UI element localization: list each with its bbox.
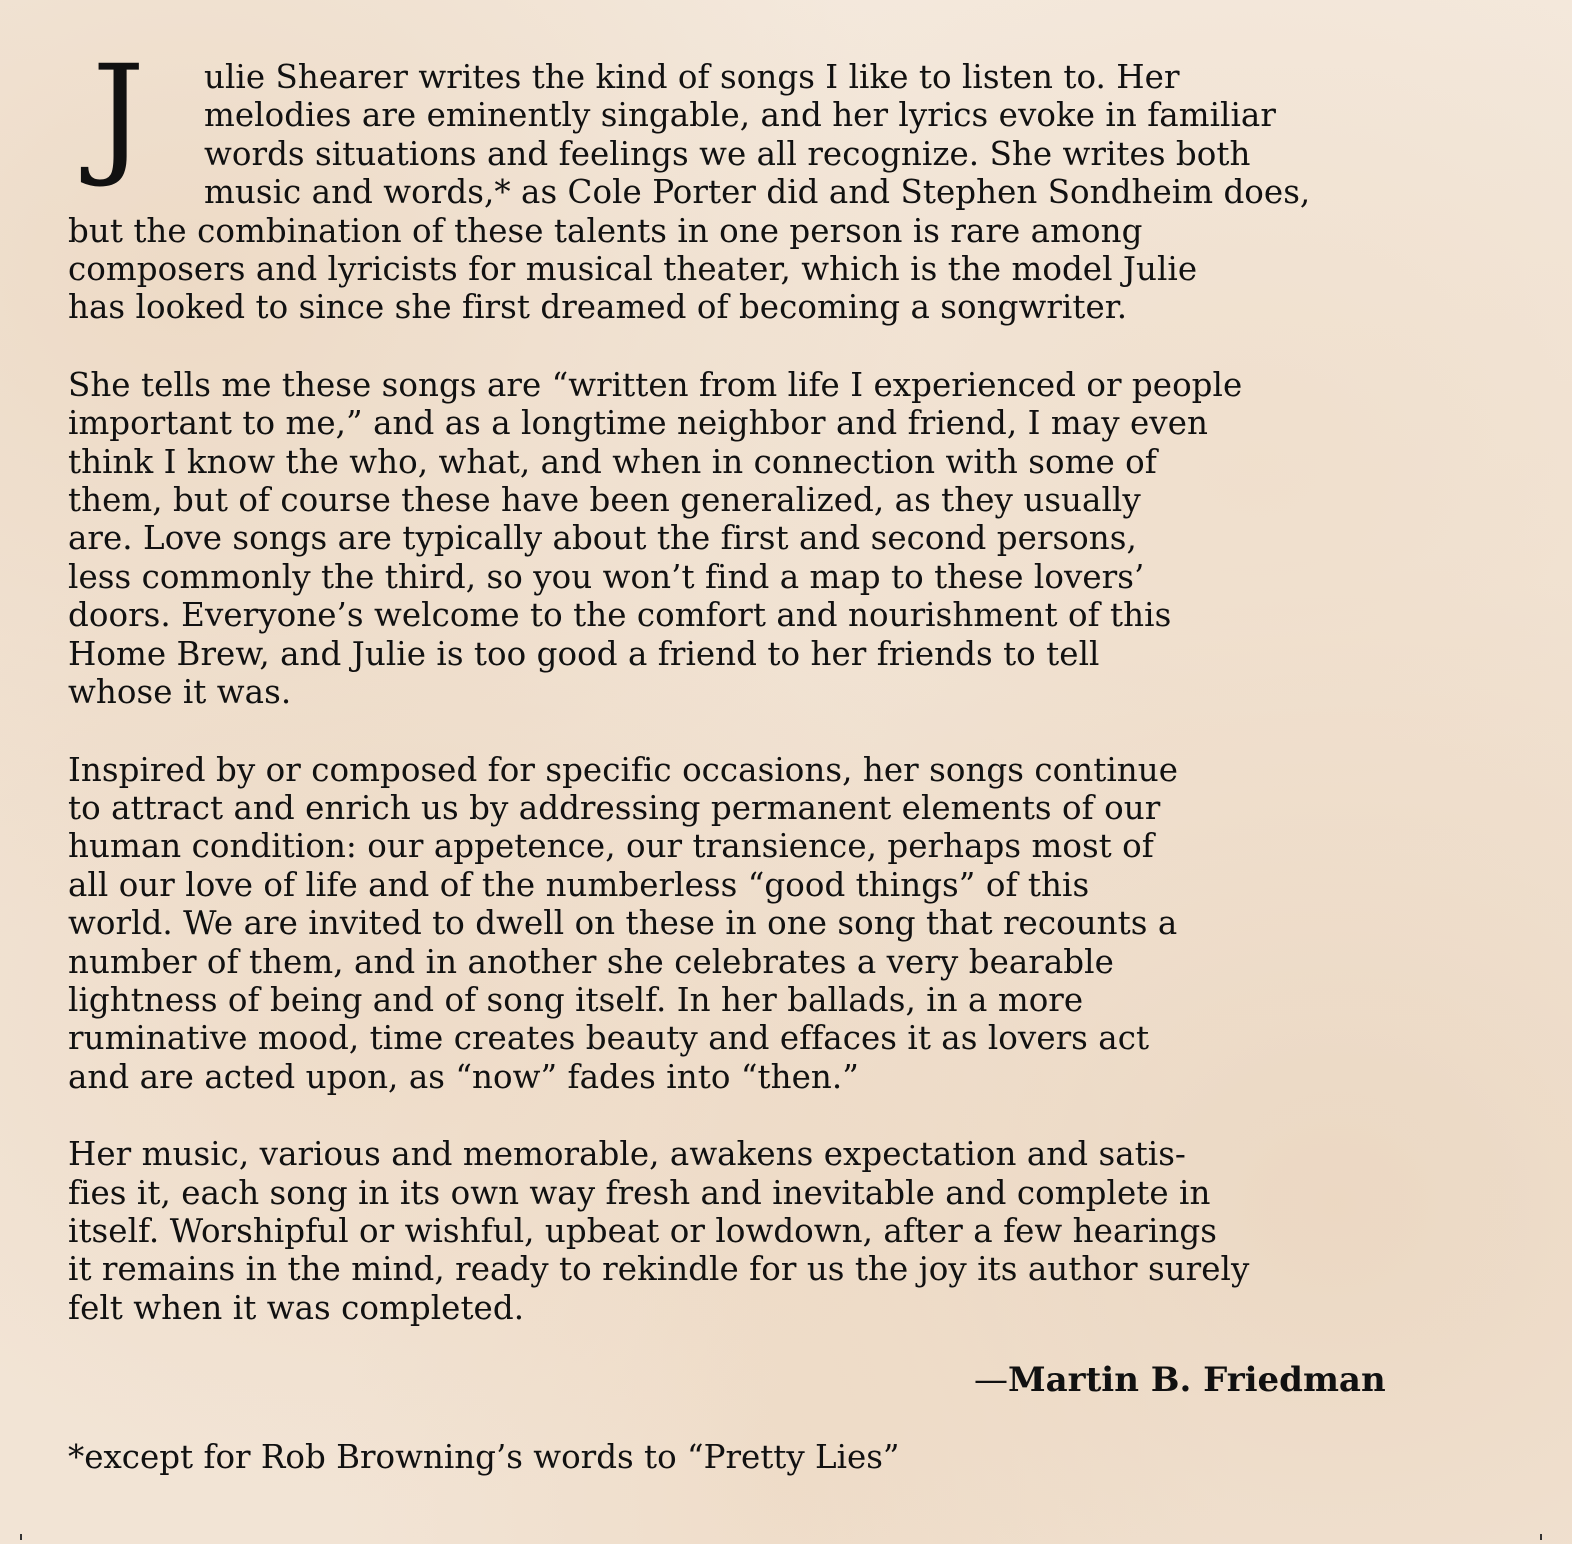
drop-cap: J <box>92 37 145 191</box>
crop-mark-right <box>1540 1534 1542 1540</box>
text-line: world. We are invited to dwell on these in one song that recounts a <box>68 904 1178 943</box>
text-line: Inspired by or composed for specific occasions, her songs continue <box>68 750 1179 789</box>
text-line: and are acted upon, as “now” fades into “then.” <box>68 1057 859 1096</box>
footnote: *except for Rob Browning’s words to “Pretty Lies” <box>68 1438 900 1476</box>
paragraph-2 <box>68 366 1508 712</box>
text-line: them, but of course these have been generalized, as they usually <box>68 481 1141 520</box>
text-line: lightness of being and of song itself. In her ballads, in a more <box>68 980 1084 1019</box>
signature-name: Martin B. Friedman <box>1008 1360 1386 1400</box>
text-line: human condition: our appetence, our transience, perhaps most of <box>68 827 1154 866</box>
text-line: itself. Worshipful or wishful, upbeat or lowdown, after a few hearings <box>68 1211 1217 1250</box>
text-line: important to me,” and as a longtime neighbor and friend, I may even <box>68 404 1208 443</box>
text-line: Home Brew, and Julie is too good a friend to her friends to tell <box>68 634 1100 673</box>
text-line: music and words,* as Cole Porter did and Stephen Sondheim does, <box>204 173 1311 212</box>
text-line: Her music, various and memorable, awakens expectation and satis- <box>68 1135 1186 1174</box>
signature <box>974 1360 1386 1400</box>
text-line: are. Love songs are typically about the first and second persons, <box>68 519 1137 558</box>
text-line: number of them, and in another she celebrates a very bearable <box>68 942 1114 981</box>
text-line: She tells me these songs are “written from life I experienced or people <box>68 365 1243 404</box>
text-line: all our love of life and of the numberless “good things” of this <box>68 865 1090 904</box>
text-line: ruminative mood, time creates beauty and effaces it as lovers act <box>68 1019 1150 1058</box>
text-line: it remains in the mind, ready to rekindle for us the joy its author surely <box>68 1250 1250 1289</box>
text-line: fies it, each song in its own way fresh and inevitable and complete in <box>68 1173 1211 1212</box>
text-line: less commonly the third, so you won’t find a map to these lovers’ <box>68 557 1145 596</box>
signature-dash: — <box>974 1360 1008 1400</box>
paragraph-4 <box>68 1135 1508 1327</box>
paragraph-1 <box>68 37 1508 327</box>
crop-mark-left <box>20 1534 22 1540</box>
text-line: composers and lyricists for musical theater, which is the model Julie <box>68 250 1198 289</box>
text-line: whose it was. <box>68 673 292 712</box>
text-line: felt when it was completed. <box>68 1288 525 1327</box>
text-line: but the combination of these talents in one person is rare among <box>68 211 1143 250</box>
text-line: ulie Shearer writes the kind of songs I like to listen to. Her <box>204 58 1180 96</box>
text-line: words situations and feelings we all recognize. She writes both <box>204 134 1251 173</box>
text-line: doors. Everyone’s welcome to the comfort and nourishment of this <box>68 596 1172 635</box>
text-line: to attract and enrich us by addressing permanent elements of our <box>68 788 1161 827</box>
liner-notes-text <box>68 37 1508 1366</box>
paragraph-3 <box>68 751 1508 1097</box>
text-line: think I know the who, what, and when in connection with some of <box>68 442 1157 481</box>
text-line: melodies are eminently singable, and her lyrics evoke in familiar <box>204 96 1276 135</box>
text-line: has looked to since she first dreamed of becoming a songwriter. <box>68 288 1128 327</box>
